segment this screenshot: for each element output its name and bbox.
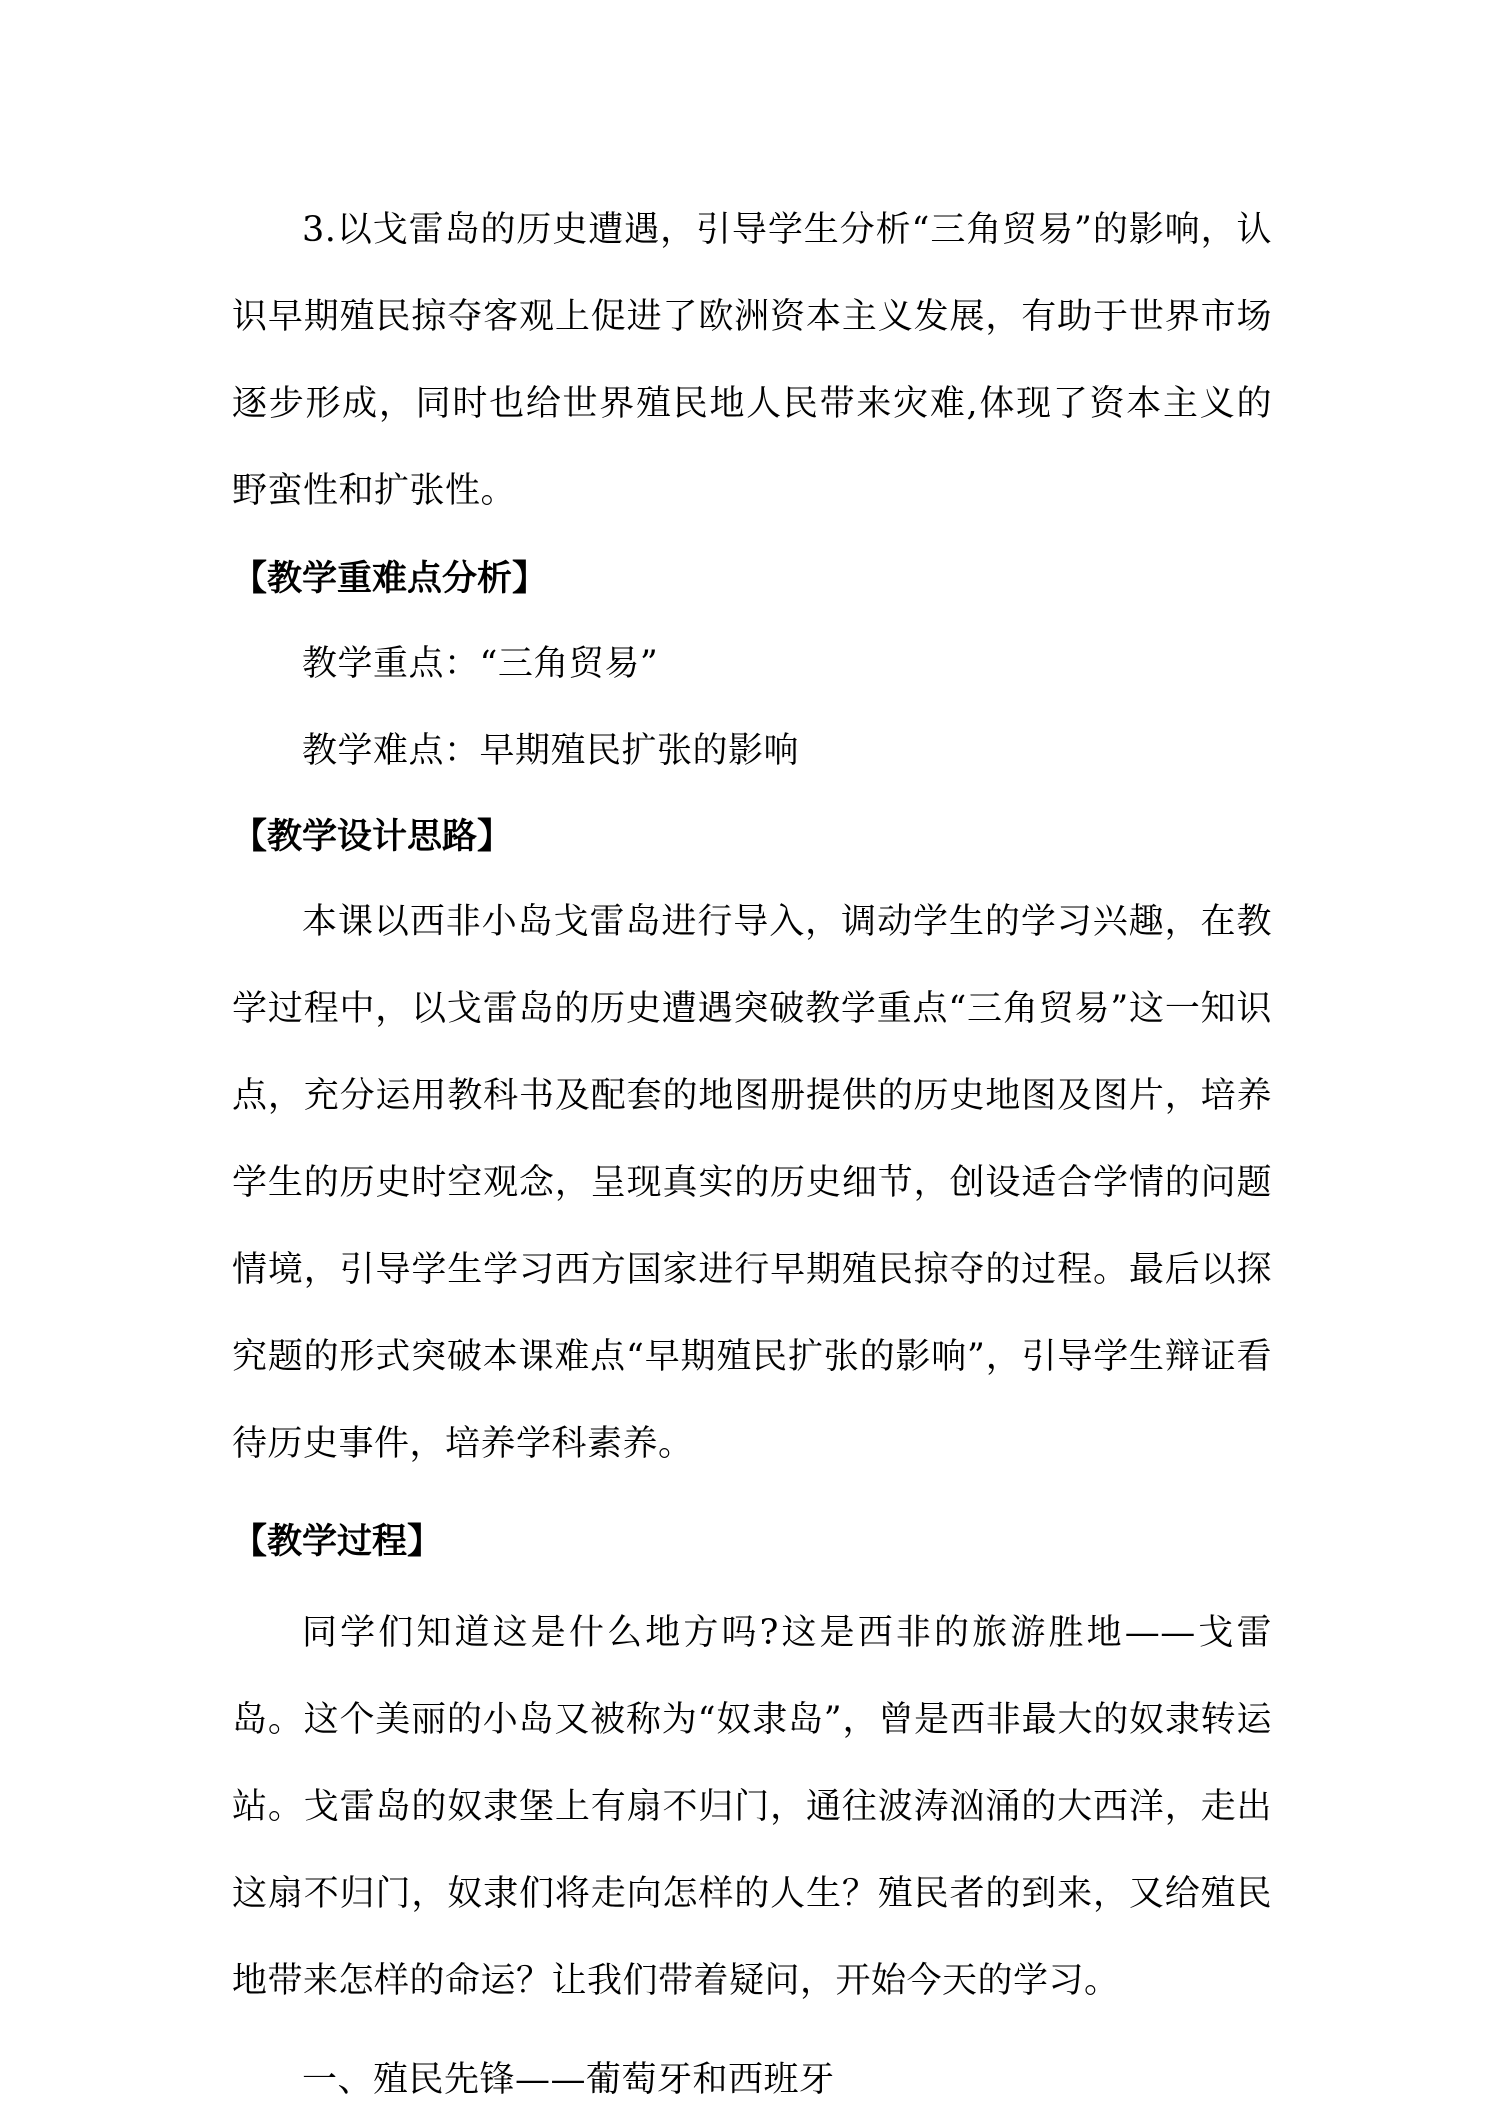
objective-item-3: 3.以戈雷岛的历史遭遇，引导学生分析“三角贸易”的影响，认识早期殖民掠夺客观上促进了欧洲资本主义发展，有助于世界市场逐步形成，同时也给世界殖民地人民带来灾难,体现了资本主义的野蛮性和扩张性。 [232, 210, 1272, 511]
design-heading: 【教学设计思路】 [232, 817, 513, 857]
section-1-title: 一、殖民先锋——葡萄牙和西班牙 [302, 2060, 835, 2100]
document-body [232, 187, 1272, 2124]
process-heading: 【教学过程】 [232, 1522, 443, 1562]
teaching-focus: 教学重点：“三角贸易” [302, 644, 659, 684]
process-intro-paragraph: 同学们知道这是什么地方吗?这是西非的旅游胜地——戈雷岛。这个美丽的小岛又被称为“奴隶岛”，曾是西非最大的奴隶转运站。戈雷岛的奴隶堡上有扇不归门，通往波涛汹涌的大西洋，走出这扇不归门，奴隶们将走向怎样的人生？殖民者的到来，又给殖民地带来怎样的命运？让我们带着疑问，开始今天的学习。 [232, 1613, 1272, 2001]
design-paragraph: 本课以西非小岛戈雷岛进行导入，调动学生的学习兴趣，在教学过程中，以戈雷岛的历史遭遇突破教学重点“三角贸易”这一知识点，充分运用教科书及配套的地图册提供的历史地图及图片，培养学生的历史时空观念，呈现真实的历史细节，创设适合学情的问题情境，引导学生学习西方国家进行早期殖民掠夺的过程。最后以探究题的形式突破本课难点“早期殖民扩张的影响”，引导学生辩证看待历史事件，培养学科素养。 [232, 902, 1272, 1464]
teaching-difficulty: 教学难点：早期殖民扩张的影响 [302, 731, 800, 771]
key-points-heading: 【教学重难点分析】 [232, 559, 548, 599]
